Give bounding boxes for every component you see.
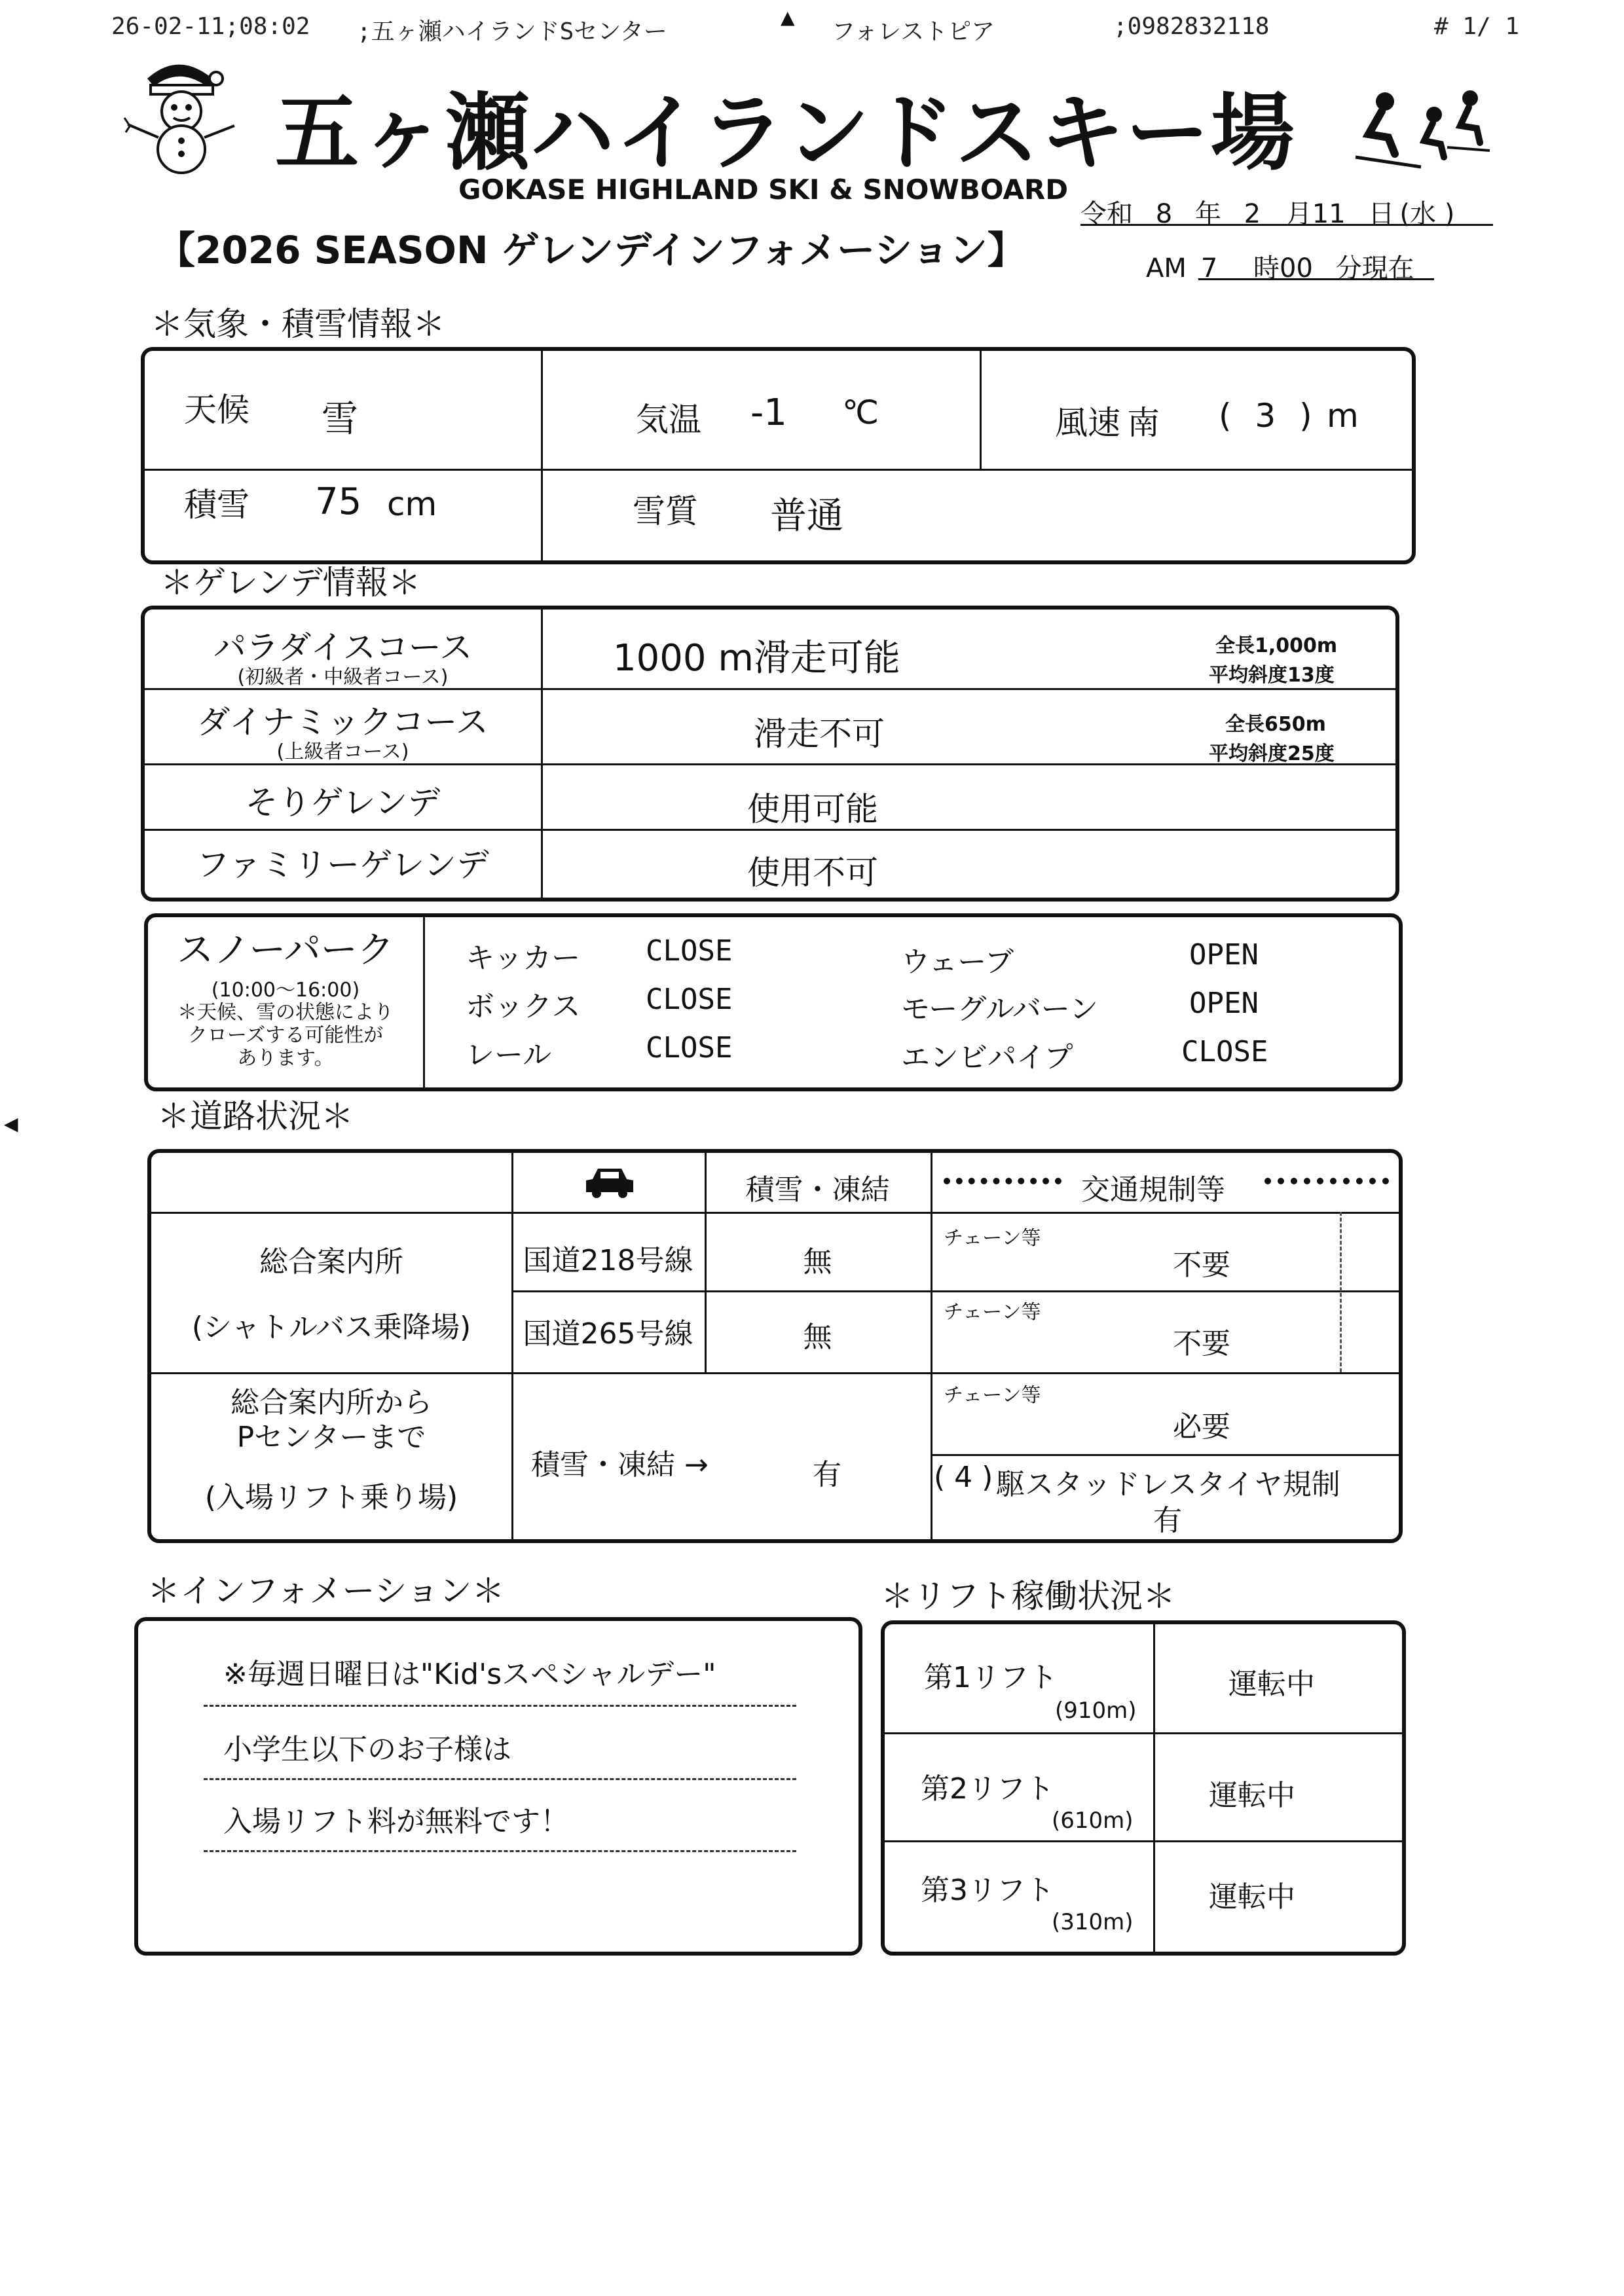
weather-table (141, 347, 1416, 564)
date-day: 11 (1312, 199, 1346, 229)
date-month: 2 (1244, 199, 1261, 229)
route-snow: 無 (803, 1321, 832, 1354)
snowpark-title: スノーパーク (177, 929, 394, 972)
fax-datetime: 26-02-11;08:02 (111, 13, 310, 40)
course-status: 1000 m滑走可能 (613, 637, 900, 680)
snowman-logo-icon (118, 52, 242, 177)
snowpark-note: あります。 (237, 1047, 334, 1070)
lift-status: 運転中 (1209, 1880, 1295, 1914)
park-item-status: CLOSE (646, 1031, 733, 1065)
park-item-status: CLOSE (1181, 1035, 1268, 1068)
course-status: 使用可能 (747, 790, 878, 828)
info-line: 小学生以下のお子様は (223, 1733, 511, 1766)
chain-label: チェーン等 (944, 1227, 1041, 1250)
fax-number: ;0982832118 (1113, 13, 1270, 40)
date-month-unit: 月 (1285, 199, 1312, 229)
route-snow: 無 (803, 1245, 832, 1279)
lift-status: 運転中 (1228, 1667, 1315, 1701)
route-name: 国道218号線 (523, 1244, 693, 1277)
snow-quality-value: 普通 (770, 495, 843, 538)
lift-length: (910m) (1055, 1698, 1137, 1724)
park-item-name: ボックス (466, 990, 581, 1023)
course-name: ダイナミックコース (197, 703, 489, 741)
lift-name: 第3リフト (921, 1874, 1054, 1907)
snowpark-table (144, 913, 1403, 1091)
snow-depth-unit: cm (387, 485, 437, 523)
course-slope: 平均斜度13度 (1209, 664, 1335, 687)
car-icon (583, 1166, 636, 1199)
date-era: 令和 (1080, 199, 1133, 229)
date-year-unit: 年 (1194, 199, 1221, 229)
page-subtitle: GOKASE HIGHLAND SKI & SNOWBOARD (458, 173, 1069, 206)
time-ampm: AM (1146, 253, 1187, 283)
lift-length: (610m) (1052, 1808, 1134, 1834)
park-item-status: CLOSE (646, 934, 733, 968)
info-line: ※毎週日曜日は"Kid'sスペシャルデー" (223, 1658, 716, 1691)
temp-label: 気温 (636, 401, 701, 439)
place-note: (入場リフト乗り場) (204, 1481, 458, 1514)
date-weekday: (水 ) (1399, 199, 1455, 229)
snow-quality-label: 雪質 (633, 492, 698, 530)
studless-count: ( 4 ) (934, 1461, 993, 1494)
lift-heading: ＊リフト稼働状況＊ (881, 1577, 1175, 1615)
slope-table (141, 606, 1399, 902)
course-name: パラダイスコース (213, 629, 473, 666)
time-minute: 00 (1280, 253, 1313, 283)
chain-label: チェーン等 (944, 1384, 1041, 1407)
course-name: そりゲレンデ (245, 784, 441, 822)
course-status: 使用不可 (747, 854, 878, 892)
studless-rule: 駆スタッドレスタイヤ規制 (996, 1468, 1340, 1501)
fax-sender: ;五ヶ瀬ハイランドSセンター (357, 18, 667, 45)
lift-name: 第1リフト (924, 1661, 1058, 1694)
chain-value: 不要 (1173, 1248, 1230, 1282)
temp-unit: ℃ (842, 393, 879, 431)
time-suffix: 分現在 (1335, 253, 1414, 283)
col-snow-header: 積雪・凍結 (745, 1173, 890, 1207)
course-level: (上級者コース) (276, 740, 409, 763)
road-heading: ＊道路状況＊ (157, 1097, 354, 1135)
info-box (134, 1617, 862, 1956)
snowpark-note: ＊天候、雪の状態により (177, 1001, 394, 1024)
course-name: ファミリーゲレンデ (196, 846, 489, 884)
course-level: (初級者・中級者コース) (237, 666, 449, 689)
park-item-status: OPEN (1189, 987, 1259, 1020)
date-day-unit: 日 (1368, 199, 1395, 229)
lift-table (881, 1620, 1406, 1956)
page-title: 五ヶ瀬ハイランドスキー場 (275, 84, 1296, 182)
wind-label: 風速 (1055, 404, 1120, 442)
weather-label: 天候 (184, 391, 249, 429)
park-item-name: キッカー (466, 941, 581, 975)
lift-status: 運転中 (1209, 1779, 1295, 1812)
park-item-name: レール (466, 1038, 552, 1072)
park-item-status: CLOSE (646, 983, 733, 1016)
weather-heading: ＊気象・積雪情報＊ (151, 305, 445, 343)
route-label: 積雪・凍結 → (531, 1448, 709, 1482)
date-underline (1080, 224, 1493, 226)
slope-heading: ＊ゲレンデ情報＊ (160, 564, 421, 602)
wind-direction: 南 (1127, 404, 1160, 442)
season-heading: 【2026 SEASON ゲレンデインフォメーション】 (157, 228, 1025, 272)
studless-value: 有 (1153, 1504, 1182, 1537)
time-underline (1198, 278, 1434, 280)
snow-depth-label: 積雪 (184, 486, 249, 524)
skiers-illustration-icon (1349, 85, 1493, 170)
chain-value: 必要 (1173, 1410, 1230, 1444)
park-item-status: OPEN (1189, 938, 1259, 972)
weather-value: 雪 (322, 398, 358, 441)
place-note: (シャトルバス乗降場) (191, 1311, 471, 1344)
temp-value: -1 (750, 392, 787, 434)
col-traffic-header: 交通規制等 (1081, 1173, 1225, 1207)
chain-right-icon (1264, 1178, 1389, 1184)
margin-arrow-icon: ◀ (4, 1113, 18, 1135)
park-item-name: エンビパイプ (901, 1041, 1073, 1074)
road-table (147, 1149, 1403, 1543)
place-name: 総合案内所から (231, 1386, 432, 1419)
place-name: 総合案内所 (259, 1245, 403, 1279)
park-item-name: モーグルバーン (901, 993, 1098, 1026)
route-snow: 有 (813, 1458, 841, 1491)
course-status: 滑走不可 (754, 715, 885, 753)
course-length: 全長650m (1225, 713, 1326, 736)
chain-value: 不要 (1173, 1327, 1230, 1360)
course-slope: 平均斜度25度 (1209, 742, 1335, 765)
time-hour-unit: 時 (1253, 253, 1280, 283)
wind-value: ( 3 ) (1219, 397, 1312, 435)
info-line: 入場リフト料が無料です！ (223, 1805, 569, 1838)
time-hour: 7 (1200, 253, 1218, 283)
snowpark-hours: (10:00～16:00) (211, 979, 360, 1002)
info-heading: ＊インフォメーション＊ (147, 1572, 505, 1610)
wind-unit: m (1327, 397, 1359, 435)
place-name: Pセンターまで (236, 1421, 426, 1454)
fax-receiver: フォレストピア (832, 18, 995, 45)
chain-label: チェーン等 (944, 1301, 1041, 1324)
route-name: 国道265号線 (523, 1317, 693, 1351)
snowpark-note: クローズする可能性が (187, 1024, 384, 1047)
chain-left-icon (944, 1178, 1061, 1184)
snow-depth-value: 75 (315, 481, 362, 523)
course-length: 全長1,000m (1215, 634, 1338, 657)
fax-page: # 1/ 1 (1434, 13, 1520, 40)
up-arrow-icon: ▲ (781, 7, 795, 28)
lift-name: 第2リフト (921, 1772, 1054, 1806)
park-item-name: ウェーブ (901, 945, 1014, 979)
date-year: 8 (1155, 199, 1173, 229)
lift-length: (310m) (1052, 1909, 1134, 1935)
